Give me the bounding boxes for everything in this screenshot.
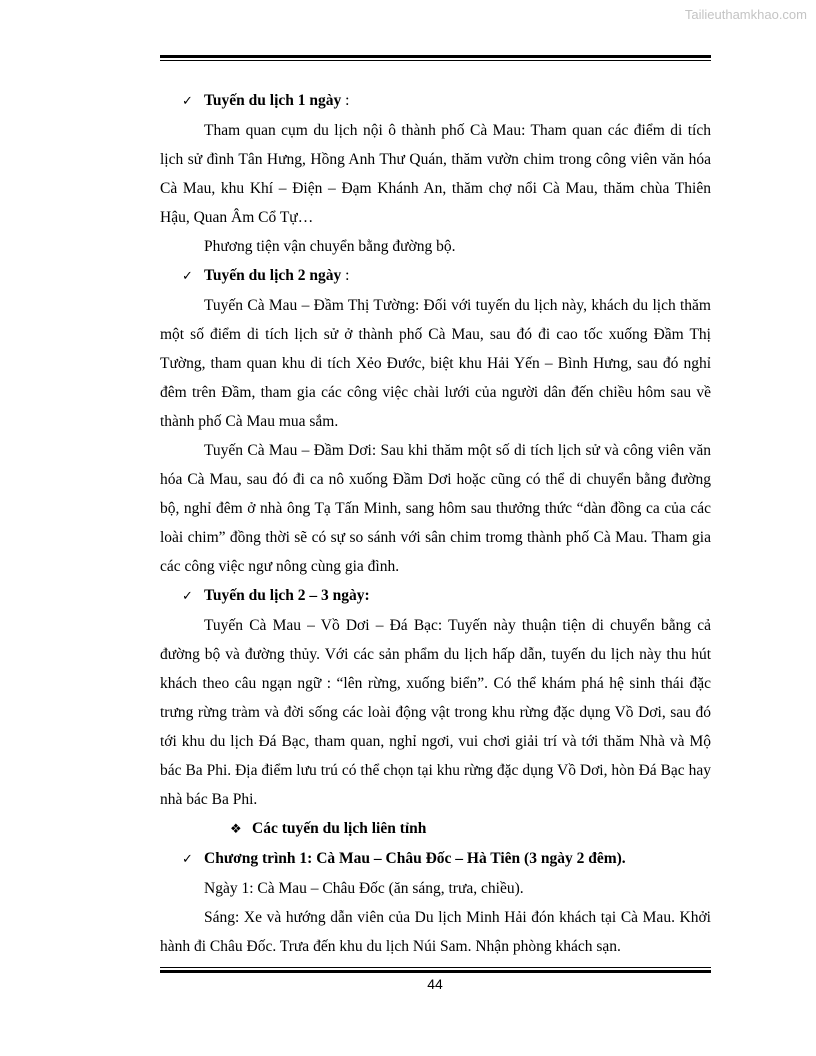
section-heading-1-day: ✓ Tuyến du lịch 1 ngày : [160, 86, 711, 116]
paragraph: Tuyến Cà Mau – Vồ Dơi – Đá Bạc: Tuyến này thuận tiện di chuyển bằng cả đường bộ và đường thủy. Với các sản phẩm du lịch hấp dẫn, tuyến du lịch này thu hút khách theo câu ngạn ngữ : “lên rừng, xuống biển”. Có thể khám phá hệ sinh thái đặc trưng rừng tràm và đời sống các loài động vật trong khu rừng đặc dụng Vồ Dơi, sau đó tới khu du lịch Đá Bạc, tham quan, nghỉ ngơi, vui chơi giải trí và tới thăm Nhà và Mộ bác Ba Phi. Địa điểm lưu trú có thể chọn tại khu rừng đặc dụng Vồ Dơi, hòn Đá Bạc hay nhà bác Ba Phi. [160, 617, 711, 808]
section-heading-interprovincial: ❖ Các tuyến du lịch liên tỉnh [160, 814, 711, 844]
checkmark-icon: ✓ [182, 852, 193, 867]
paragraph: Ngày 1: Cà Mau – Châu Đốc (ăn sáng, trưa, chiều). [204, 880, 524, 897]
paragraph: Tuyến Cà Mau – Đầm Dơi: Sau khi thăm một số di tích lịch sử và công viên văn hóa Cà Mau, sau đó đi ca nô xuống Đầm Dơi hoặc cũng có thể di chuyển bằng đường bộ, nghỉ đêm ở nhà ông Tạ Tấn Minh, sang hôm sau thưởng thức “dàn đồng ca của các loài chim” đồng thời sẽ có sự so sánh với sân chim tromg thành phố Cà Mau. Tham gia các công việc ngư nông cùng gia đình. [160, 442, 711, 575]
footer-rule [160, 967, 711, 973]
four-diamond-icon: ❖ [230, 822, 242, 837]
section-heading-2-3-day: ✓ Tuyến du lịch 2 – 3 ngày: [160, 581, 711, 611]
page-body [160, 86, 711, 961]
paragraph: Phương tiện vận chuyển bằng đường bộ. [204, 238, 456, 255]
checkmark-icon: ✓ [182, 589, 193, 604]
checkmark-icon: ✓ [182, 269, 193, 284]
paragraph: Tham quan cụm du lịch nội ô thành phố Cà Mau: Tham quan các điểm di tích lịch sử đình Tân Hưng, Hồng Anh Thư Quán, thăm vườn chim trong công viên văn hóa Cà Mau, khu Khí – Điện – Đạm Khánh An, thăm chợ nổi Cà Mau, thăm chùa Thiên Hậu, Quan Âm Cổ Tự… [160, 122, 711, 226]
watermark: Tailieuthamkhao.com [684, 7, 807, 22]
header-rule [160, 55, 711, 61]
page-number: 44 [427, 976, 443, 992]
paragraph: Tuyến Cà Mau – Đầm Thị Tường: Đối với tuyến du lịch này, khách du lịch thăm một số điểm di tích lịch sử ở thành phố Cà Mau, sau đó đi cao tốc xuống Đầm Thị Tường, tham quan khu di tích Xẻo Đước, biệt khu Hải Yến – Bình Hưng, sau đó nghỉ đêm trên Đầm, tham gia các công việc chài lưới của người dân đến chiều hôm sau về thành phố Cà Mau mua sắm. [160, 297, 711, 430]
section-heading-program-1: ✓ Chương trình 1: Cà Mau – Châu Đốc – Hà Tiên (3 ngày 2 đêm). [160, 844, 711, 874]
section-heading-2-day: ✓ Tuyến du lịch 2 ngày : [160, 261, 711, 291]
paragraph: Sáng: Xe và hướng dẫn viên của Du lịch Minh Hải đón khách tại Cà Mau. Khởi hành đi Châu Đốc. Trưa đến khu du lịch Núi Sam. Nhận phòng khách sạn. [160, 909, 711, 955]
checkmark-icon: ✓ [182, 94, 193, 109]
